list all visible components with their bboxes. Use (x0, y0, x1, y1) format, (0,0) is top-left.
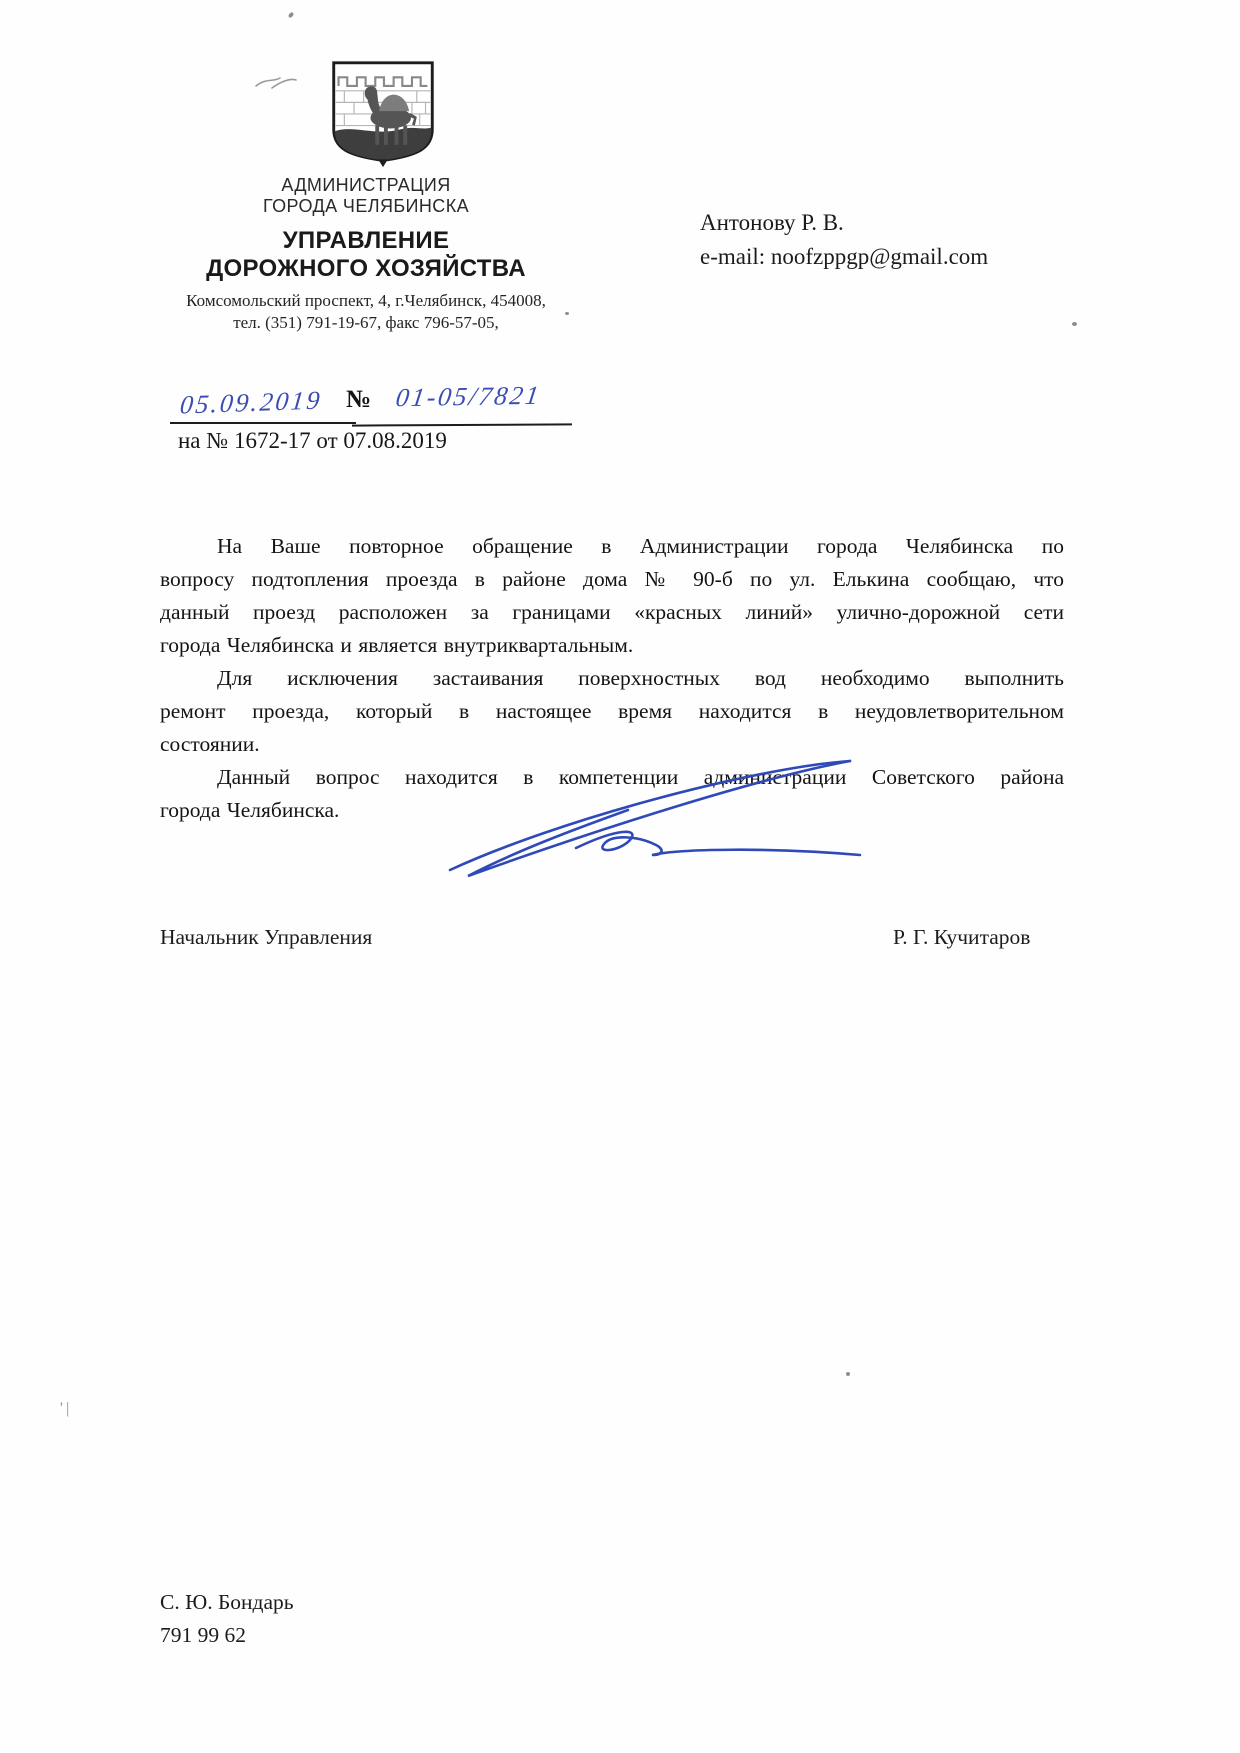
paragraph-line: города Челябинска. (160, 798, 340, 822)
paragraph-line: Данный вопрос находится в компетенции администрации Советского района (217, 765, 1064, 789)
date-underline (170, 422, 356, 424)
scan-speck (846, 1372, 850, 1376)
outgoing-number-handwritten: 01-05/7821 (394, 380, 543, 413)
scan-artifact-mark: ' | (60, 1400, 70, 1417)
paragraph-line: данный проезд расположен за границами «красных линий» улично-дорожной сети (160, 600, 1064, 624)
signer-name: Р. Г. Кучитаров (893, 925, 1031, 949)
department-line1: УПРАВЛЕНИЕ (282, 227, 450, 254)
org-name-line1: АДМИНИСТРАЦИЯ (281, 175, 451, 195)
scan-artifact-squiggle (252, 68, 302, 98)
scan-speck (565, 312, 569, 315)
scan-speck (288, 11, 295, 18)
department-line2: ДОРОЖНОГО ХОЗЯЙСТВА (206, 255, 526, 282)
executor-phone: 791 99 62 (160, 1623, 246, 1647)
recipient-email: e-mail: noofzppgp@gmail.com (700, 244, 989, 269)
paragraph-line: города Челябинска и является внутриквартальным. (160, 633, 634, 657)
scan-speck (1072, 322, 1077, 326)
paragraph-line: ремонт проезда, который в настоящее время находится в неудовлетворительном (160, 699, 1064, 723)
handwritten-signature-icon (428, 748, 878, 948)
paragraph-line: вопросу подтопления проезда в районе дома № 90-б по ул. Елькина сообщаю, что (160, 567, 1064, 591)
number-sign: № (346, 386, 372, 413)
reply-to-reference: на № 1672-17 от 07.08.2019 (178, 428, 447, 453)
paragraph-line: Для исключения застаивания поверхностных вод необходимо выполнить (217, 666, 1064, 690)
number-underline (352, 423, 572, 426)
org-phone: тел. (351) 791-19-67, факс 796-57-05, (233, 313, 499, 332)
executor-name: С. Ю. Бондарь (160, 1590, 294, 1614)
org-address: Комсомольский проспект, 4, г.Челябинск, 454008, (186, 291, 546, 310)
recipient-block (700, 206, 988, 274)
signer-title: Начальник Управления (160, 925, 373, 949)
paragraph-line: На Ваше повторное обращение в Администрации города Челябинска по (217, 534, 1064, 558)
recipient-name: Антонову Р. В. (700, 210, 844, 235)
executor-block (160, 1586, 294, 1652)
outgoing-date-handwritten: 05.09.2019 (178, 385, 324, 420)
chelyabinsk-camel-coat-of-arms-icon (324, 56, 442, 170)
org-name-line2: ГОРОДА ЧЕЛЯБИНСКА (262, 196, 469, 216)
paragraph-line: состоянии. (160, 732, 260, 756)
